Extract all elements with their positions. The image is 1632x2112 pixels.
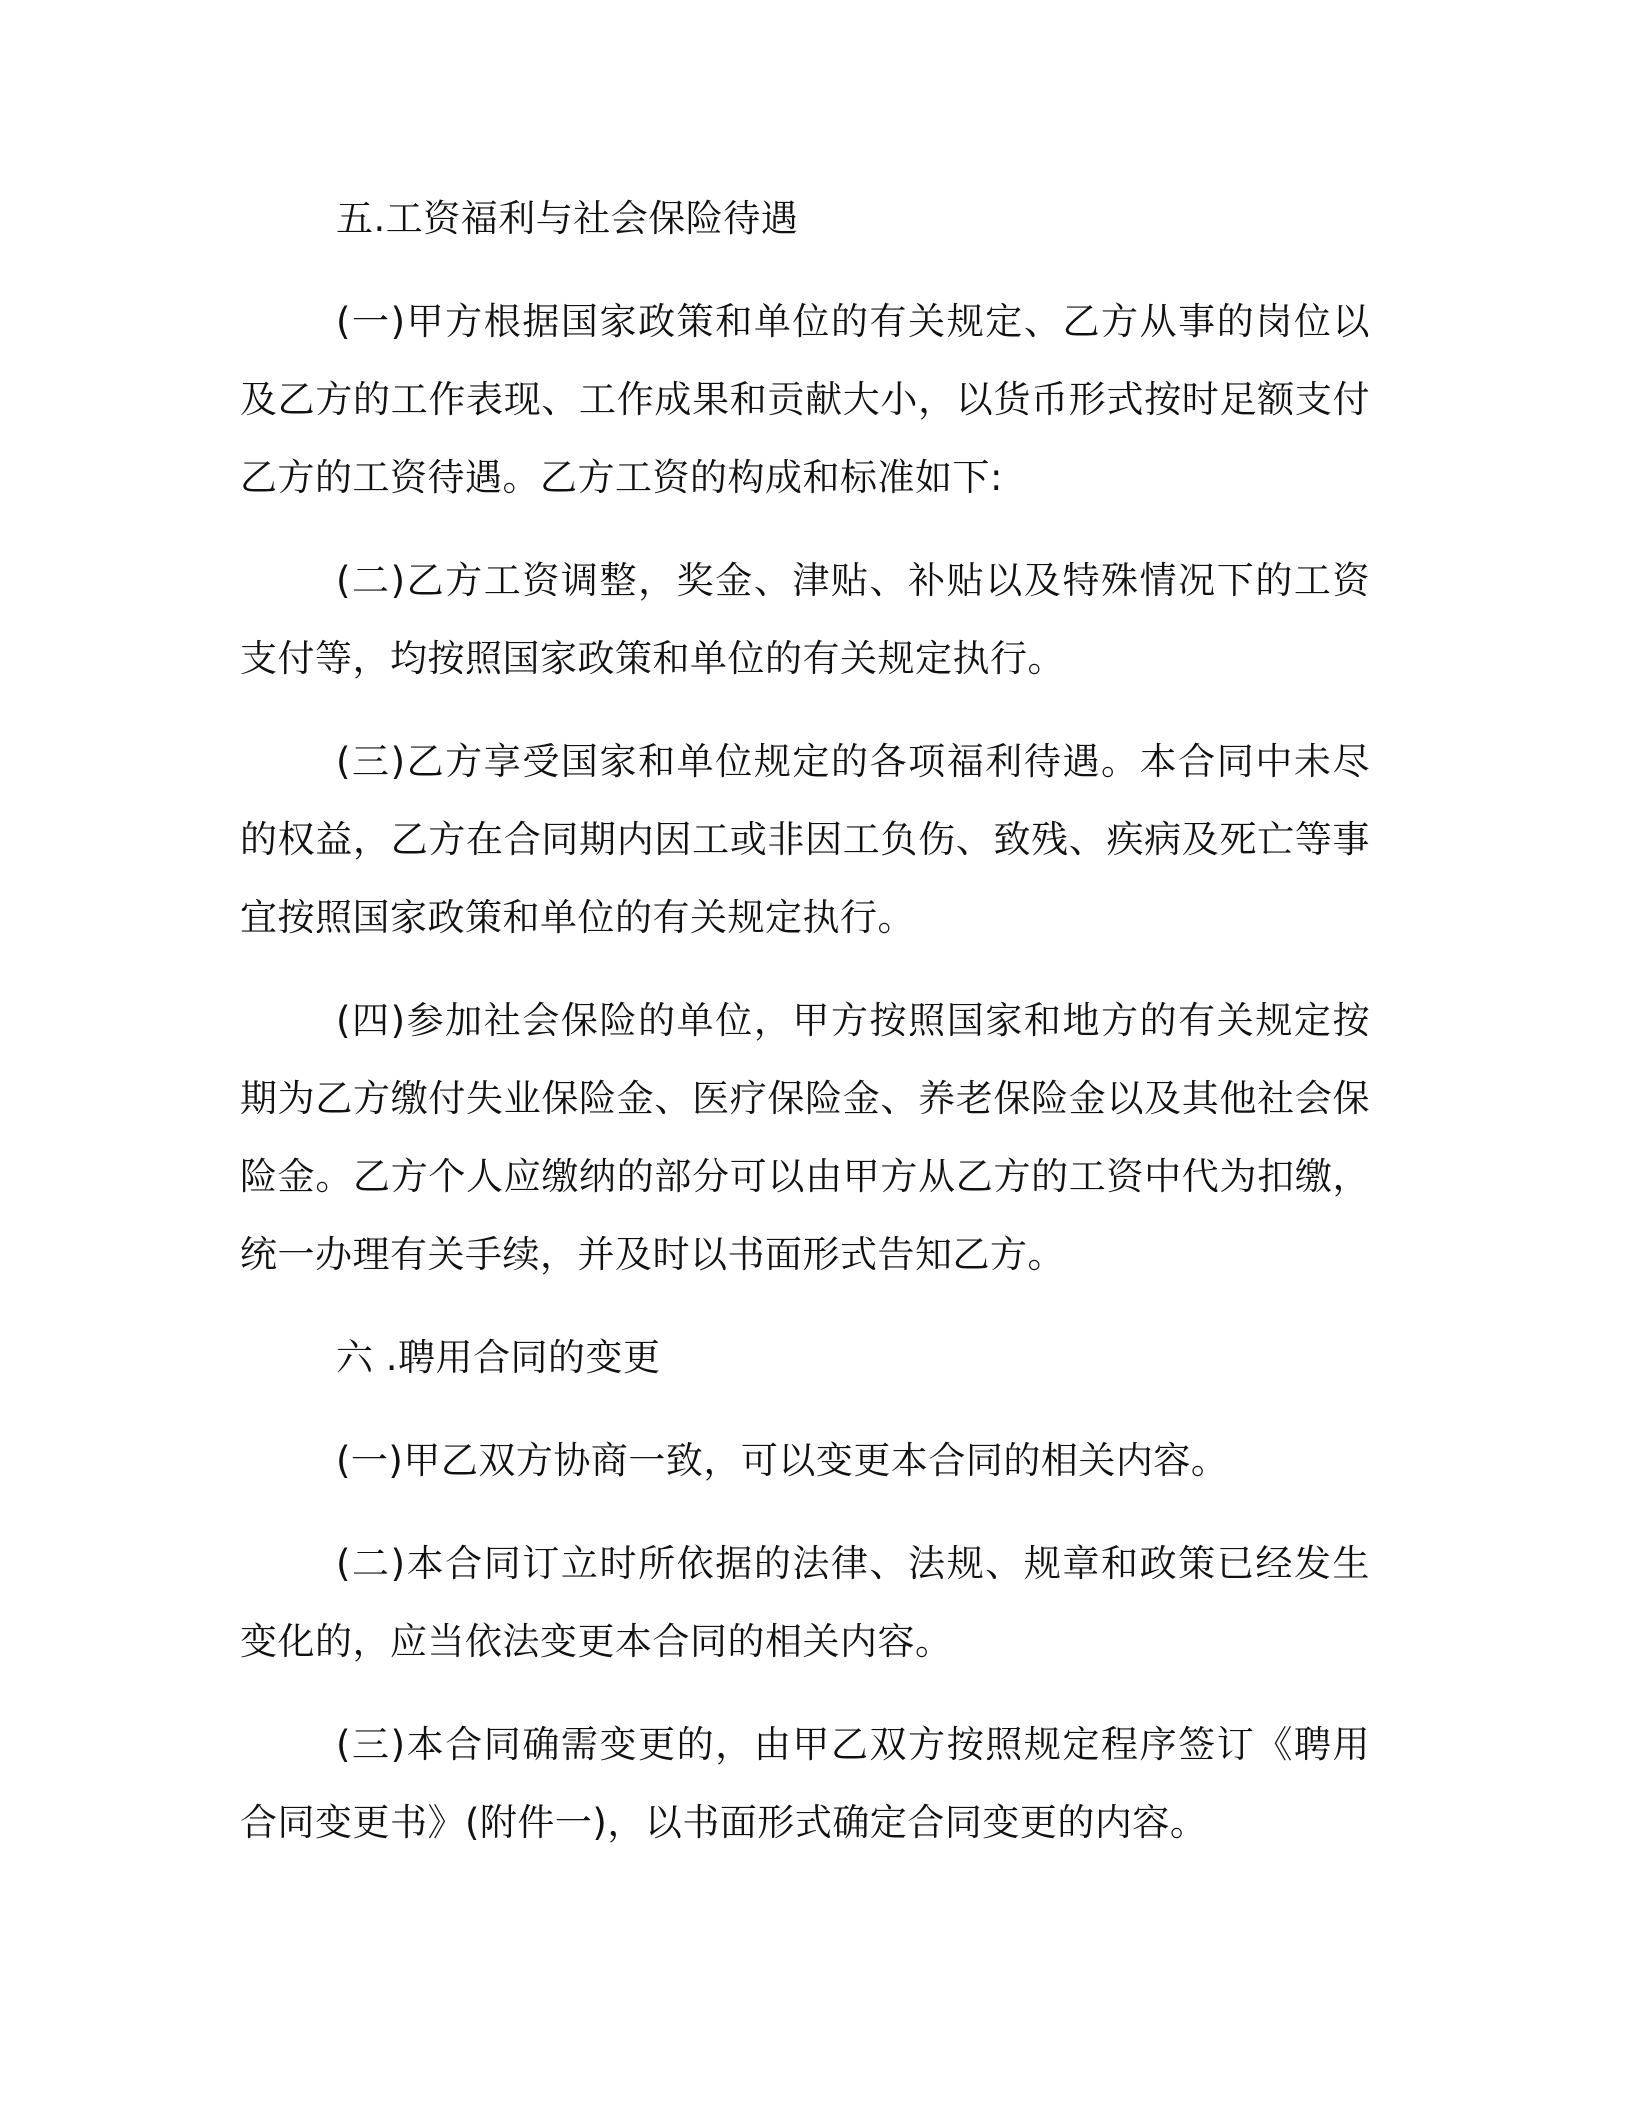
section-5-clause-2: (二)乙方工资调整，奖金、津贴、补贴以及特殊情况下的工资支付等，均按照国家政策和单位的有关规定执行。 (240, 559, 1370, 680)
section-6-clause-2: (二)本合同订立时所依据的法律、法规、规章和政策已经发生变化的，应当依法变更本合同的相关内容。 (240, 1542, 1370, 1663)
section-5-clause-4: (四)参加社会保险的单位，甲方按照国家和地方的有关规定按期为乙方缴付失业保险金、医疗保险金、养老保险金以及其他社会保险金。乙方个人应缴纳的部分可以由甲方从乙方的工资中代为扣缴，统一办理有关手续，并及时以书面形式告知乙方。 (240, 999, 1370, 1276)
section-6-clause-3: (三)本合同确需变更的，由甲乙双方按照规定程序签订《聘用合同变更书》(附件一)，以书面形式确定合同变更的内容。 (240, 1723, 1370, 1844)
section-5-clause-1: (一)甲方根据国家政策和单位的有关规定、乙方从事的岗位以及乙方的工作表现、工作成果和贡献大小，以货币形式按时足额支付乙方的工资待遇。乙方工资的构成和标准如下: (240, 300, 1370, 499)
section-6-heading: 六 .聘用合同的变更 (336, 1336, 661, 1379)
section-5-heading: 五.工资福利与社会保险待遇 (336, 197, 799, 240)
document-body (240, 180, 1370, 1887)
section-5-clause-3: (三)乙方享受国家和单位规定的各项福利待遇。本合同中未尽的权益，乙方在合同期内因工或非因工负伤、致残、疾病及死亡等事宜按照国家政策和单位的有关规定执行。 (240, 740, 1370, 939)
section-6-clause-1: (一)甲乙双方协商一致，可以变更本合同的相关内容。 (336, 1439, 1229, 1482)
